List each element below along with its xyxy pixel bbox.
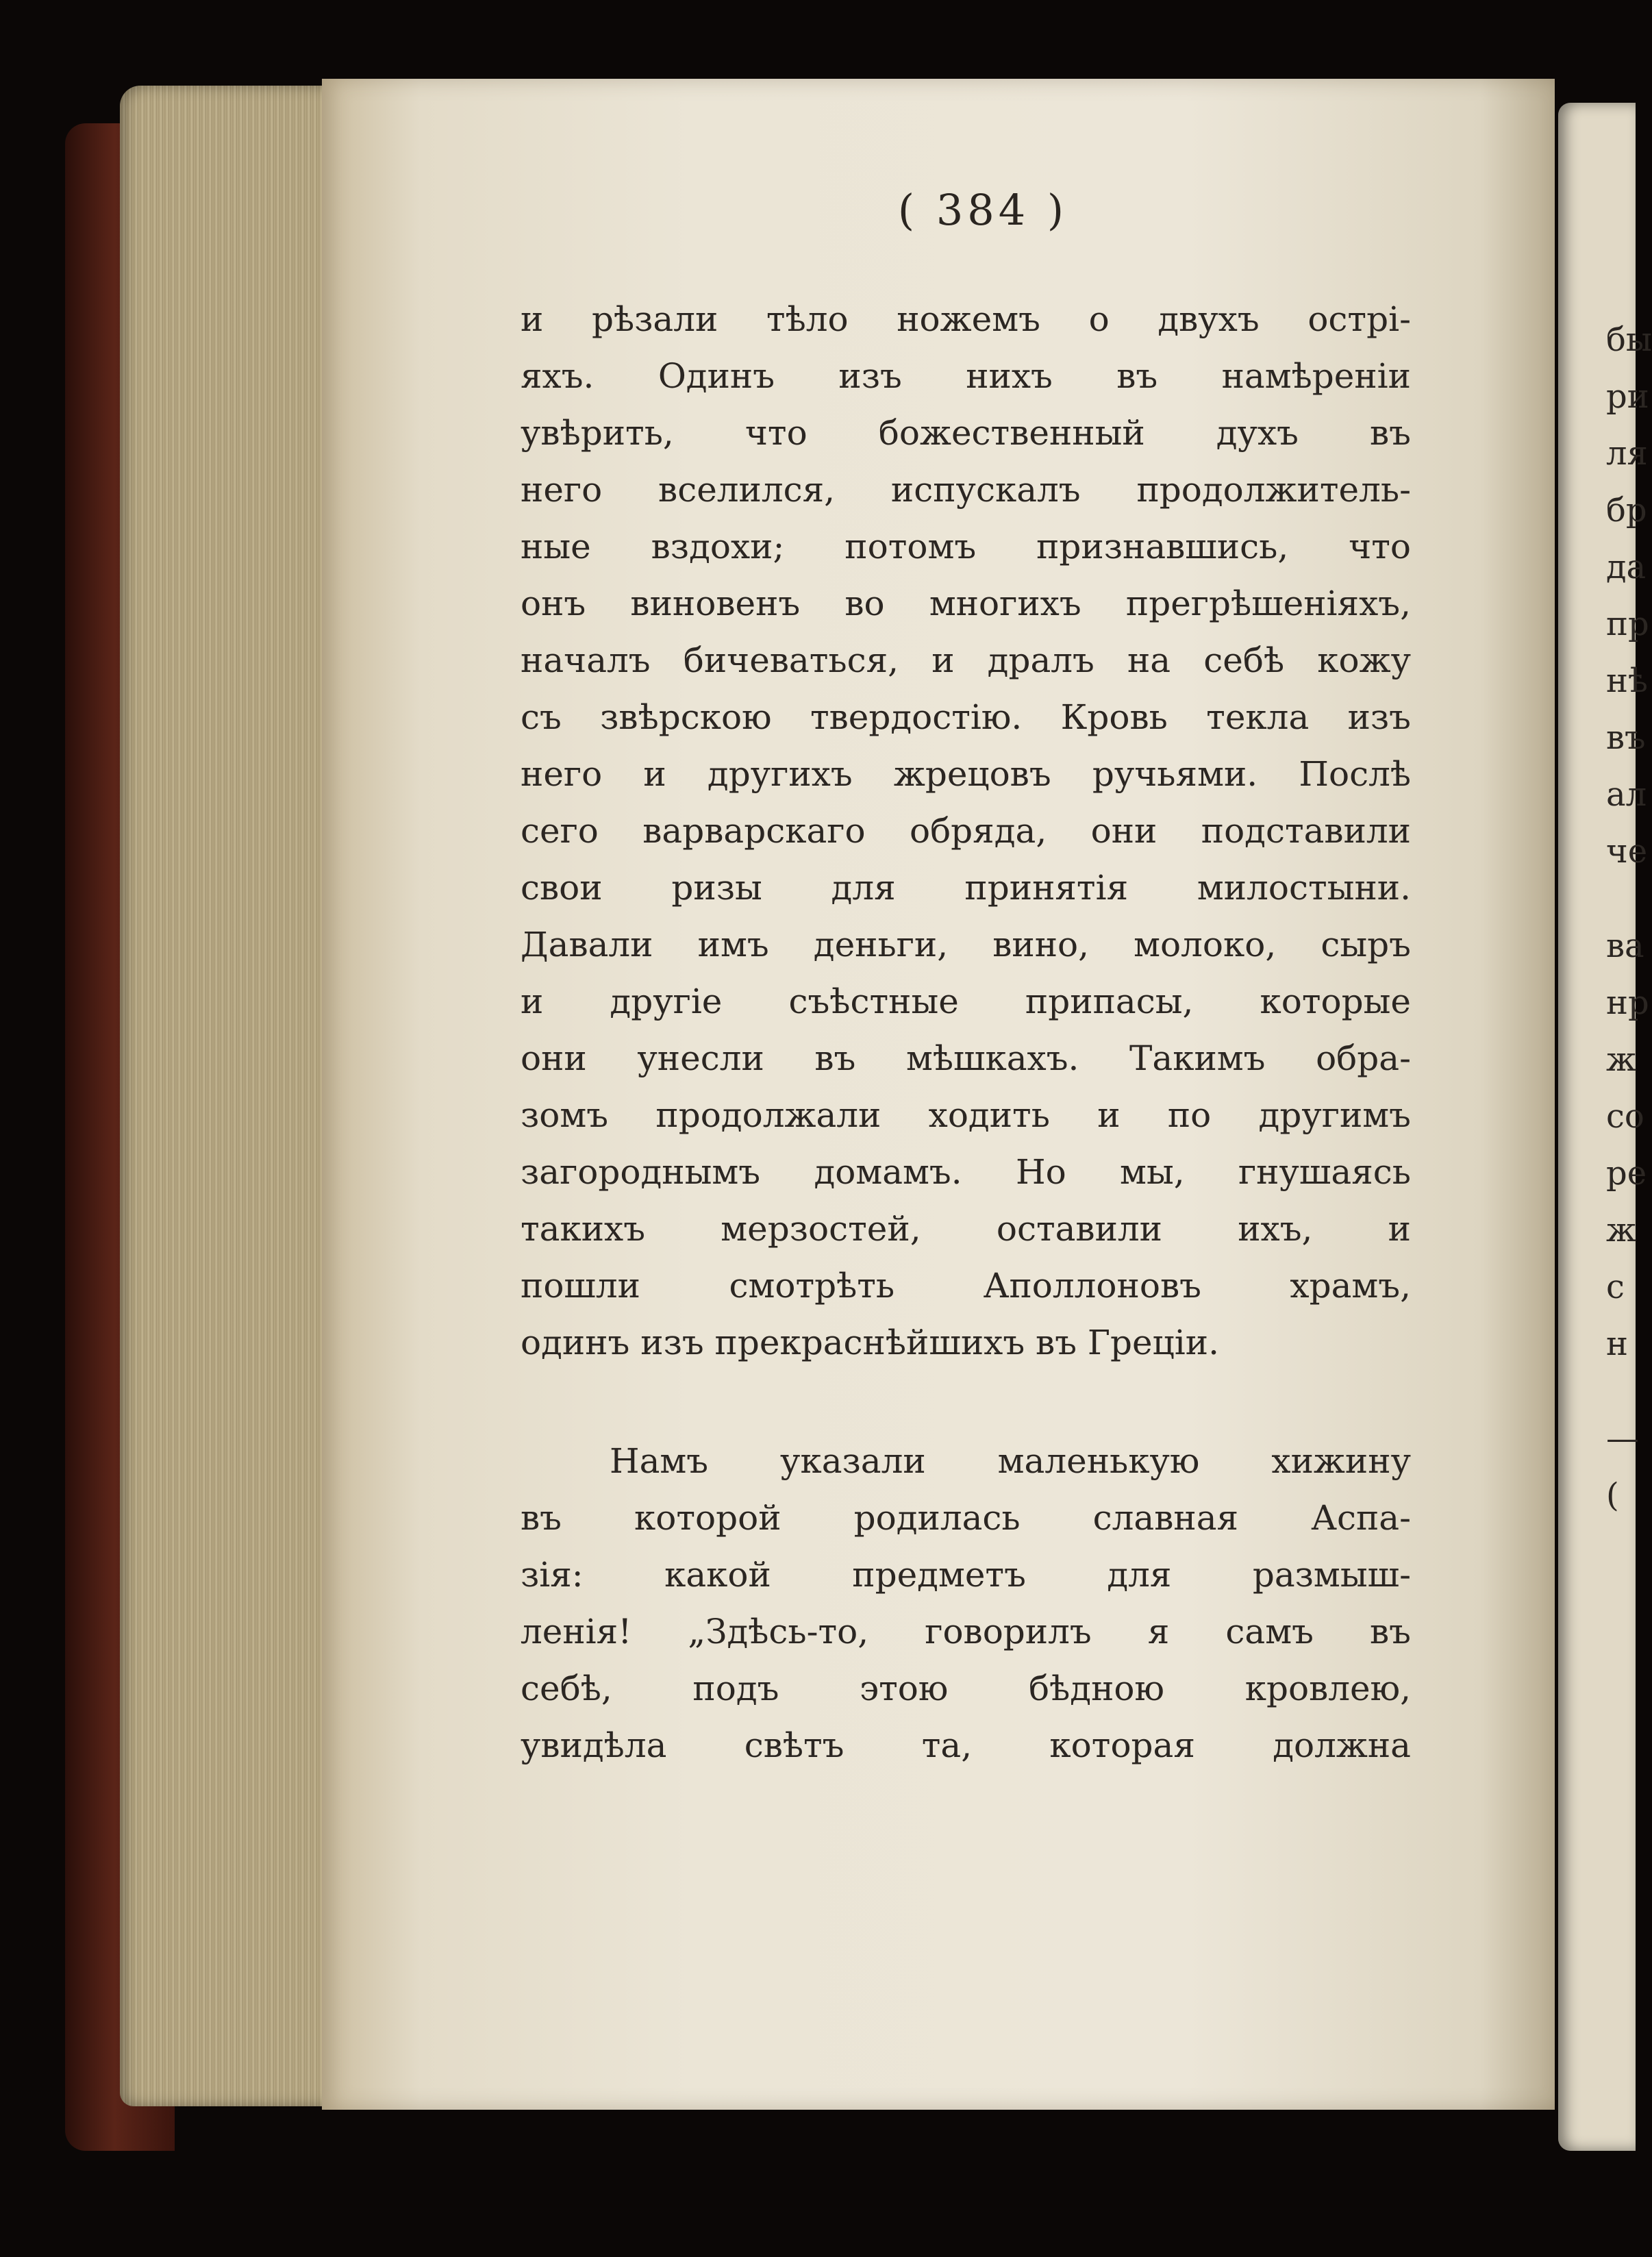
facing-line: ж <box>1606 1040 1637 1079</box>
text-line: свои ризы для принятія милостыни. <box>521 868 1411 908</box>
facing-line: ре <box>1606 1154 1647 1193</box>
page-number: ( 384 ) <box>897 185 1068 235</box>
text-line: яхъ. Одинъ изъ нихъ въ намѣреніи <box>521 356 1411 396</box>
facing-line: нр <box>1606 984 1649 1022</box>
facing-line: ва <box>1606 927 1644 965</box>
facing-line: ри <box>1606 377 1649 416</box>
text-line: онъ виновенъ во многихъ прегрѣшеніяхъ, <box>521 584 1411 623</box>
text-line: увѣрить, что божественный духъ въ <box>521 413 1411 453</box>
text-line: они унесли въ мѣшкахъ. Такимъ обра- <box>521 1038 1411 1078</box>
page-edges <box>120 86 353 2106</box>
facing-line: бы <box>1606 321 1652 359</box>
facing-line: ля <box>1606 434 1648 473</box>
text-line: въ которой родилась славная Аспа- <box>521 1498 1411 1538</box>
text-line: и рѣзали тѣло ножемъ о двухъ острі- <box>521 299 1411 339</box>
text-line: съ звѣрскою твердостію. Кровь текла изъ <box>521 697 1411 737</box>
facing-line: пр <box>1606 605 1649 643</box>
text-line: него и другихъ жрецовъ ручьями. Послѣ <box>521 754 1411 794</box>
facing-line: со <box>1606 1097 1644 1136</box>
facing-line: ал <box>1606 775 1647 814</box>
facing-line: н <box>1606 1325 1628 1363</box>
text-line: сего варварскаго обряда, они подставили <box>521 811 1411 851</box>
paragraph-gap <box>521 1371 1411 1433</box>
facing-line: че <box>1606 832 1648 871</box>
text-line: зомъ продолжали ходить и по другимъ <box>521 1095 1411 1135</box>
facing-line: бр <box>1606 491 1647 529</box>
text-line: такихъ мерзостей, оставили ихъ, и <box>521 1209 1411 1249</box>
text-line: себѣ, подъ этою бѣдною кровлею, <box>521 1669 1411 1708</box>
page-text <box>521 291 1411 1774</box>
text-line: началъ бичеваться, и дралъ на себѣ кожу <box>521 640 1411 680</box>
text-line: ные вздохи; потомъ признавшись, что <box>521 527 1411 566</box>
text-line: Давали имъ деньги, вино, молоко, сыръ <box>521 925 1411 964</box>
text-line: пошли смотрѣть Аполлоновъ храмъ, <box>521 1266 1411 1306</box>
facing-line: — <box>1606 1419 1639 1458</box>
text-line: него вселился, испускалъ продолжитель- <box>521 470 1411 510</box>
text-line: ленія! „Здѣсь-то, говорилъ я самъ въ <box>521 1612 1411 1651</box>
text-line: одинъ изъ прекраснѣйшихъ въ Греціи. <box>521 1323 1219 1362</box>
facing-line: ( <box>1606 1476 1619 1514</box>
text-line: Намъ указали маленькую хижину <box>610 1441 1411 1481</box>
facing-line: въ <box>1606 719 1646 757</box>
text-line: загороднымъ домамъ. Но мы, гнушаясь <box>521 1152 1411 1192</box>
text-line: увидѣла свѣтъ та, которая должна <box>521 1725 1411 1765</box>
facing-page-text <box>1606 312 1652 1524</box>
facing-line: да <box>1606 548 1647 586</box>
facing-line: нѣ <box>1606 662 1648 700</box>
facing-line: с <box>1606 1268 1625 1306</box>
text-line: и другіе съѣстные припасы, которые <box>521 982 1411 1021</box>
text-line: зія: какой предметъ для размыш- <box>521 1555 1411 1595</box>
facing-line: ж <box>1606 1211 1637 1249</box>
